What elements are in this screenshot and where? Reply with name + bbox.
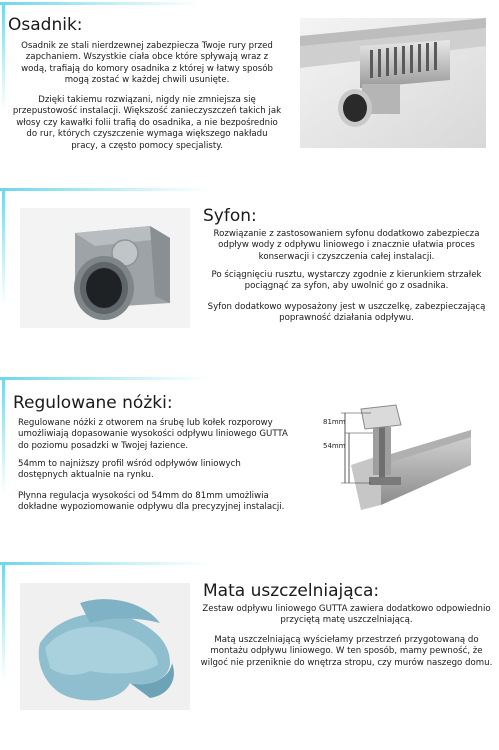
accent-line — [2, 188, 5, 308]
section-title: Regulowane nóżki: — [13, 393, 173, 413]
height-label-81: 81mm — [323, 418, 346, 426]
section-title: Syfon: — [203, 206, 257, 226]
accent-line — [0, 2, 200, 5]
section-paragraph: Po ściągnięciu rusztu, wystarczy zgodnie z kierunkiem strzałek pociągnąć za syfon, aby uwolnić go z osadnika. — [211, 270, 482, 292]
accent-line — [2, 377, 5, 497]
section-title: Mata uszczelniająca: — [203, 581, 380, 601]
section-paragraph: Dzięki takiemu rozwiązani, nigdy nie zmniejsza się przepustowość instalacji. Większość zanieczyszczeń takich jak włosy czy kawałki folii trafią do osadnika, a nie bezpośrednio do rur, których czyszczenie wymaga większego nakładu pracy, a często pomocy specjalisty. — [12, 95, 282, 151]
section-paragraph: Matą uszczelniającą wyściełamy przestrzeń przygotowaną do montażu odpływu liniowego. W ten sposób, mamy pewność, że wilgoć nie przeniknie do wnętrza stropu, czy murów naszego domu. — [200, 635, 493, 668]
height-label-54: 54mm — [323, 442, 346, 450]
section-regulowane-nozki — [0, 375, 499, 560]
accent-line — [0, 562, 210, 565]
section-paragraph: Zestaw odpływu liniowego GUTTA zawiera dodatkowo odpowiednio przyciętą matę uszczelniającą. — [202, 604, 491, 626]
section-paragraph: Płynna regulacja wysokości od 54mm do 81mm umożliwia dokładne wypoziomowanie odpływu dla precyzyjnej instalacji. — [18, 491, 285, 513]
section-paragraph: Regulowane nóżki z otworem na śrubę lub kołek rozporowy umożliwiają dopasowanie wysokości odpływu liniowego GUTTA do poziomu posadzki w Twojej łazience. — [18, 418, 288, 451]
section-paragraph: Syfon dodatkowo wyposażony jest w uszczelkę, zabezpieczającą poprawność działania odpływu. — [207, 302, 486, 324]
accent-line — [0, 188, 210, 191]
drain-trap-photo — [300, 18, 486, 148]
adjustable-legs-photo — [301, 395, 471, 520]
siphon-photo — [20, 208, 190, 328]
accent-line — [2, 562, 5, 682]
accent-line — [0, 377, 210, 380]
section-paragraph: 54mm to najniższy profil wśród odpływów liniowych dostępnych aktualnie na rynku. — [18, 459, 241, 481]
accent-line — [2, 2, 5, 112]
section-osadnik — [0, 0, 499, 180]
sealing-mat-photo — [20, 583, 190, 710]
section-title: Osadnik: — [8, 15, 83, 35]
section-paragraph: Rozwiązanie z zastosowaniem syfonu dodatkowo zabezpiecza odpływ wody z odpływu liniowego i znacznie ułatwia proces konserwacji i czyszczenia całej instalacji. — [213, 229, 480, 262]
section-paragraph: Osadnik ze stali nierdzewnej zabezpiecza Twoje rury przed zapchaniem. Wszystkie ciała obce które spływają wraz z wodą, trafiają do komory osadnika z której w łatwy sposób mogą zostać w każdej chwili usunięte. — [21, 41, 273, 86]
section-syfon — [0, 180, 499, 375]
section-mata-uszczelniajaca — [0, 560, 499, 750]
